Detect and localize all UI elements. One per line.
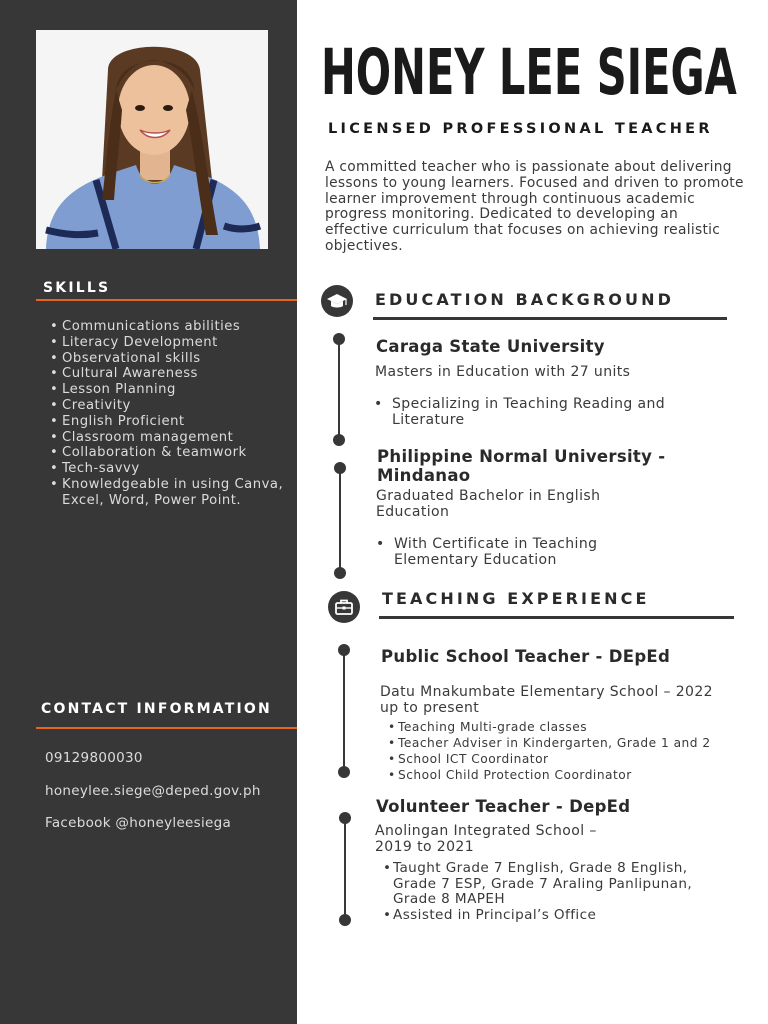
- bullet-dot: •: [50, 413, 59, 429]
- experience-title: Public School Teacher - DEpEd: [381, 647, 671, 666]
- experience-bullet: [388, 735, 748, 751]
- education-heading: EDUCATION BACKGROUND: [375, 290, 674, 309]
- timeline-dot: [339, 812, 351, 824]
- bullet-dot: •: [388, 720, 396, 734]
- experience-bullet: [383, 908, 718, 924]
- skill-item: [48, 319, 288, 335]
- contact-divider: [36, 727, 297, 729]
- contact-heading: CONTACT INFORMATION: [41, 701, 272, 717]
- bullet-dot: •: [50, 382, 59, 398]
- bullet-dot: •: [50, 461, 59, 477]
- bullet-dot: •: [383, 906, 392, 923]
- bullet-dot: •: [50, 445, 59, 461]
- skill-item: [48, 445, 288, 461]
- skill-item-text: Literacy Development: [62, 334, 218, 350]
- contact-facebook[interactable]: Facebook @honeyleesiega: [45, 815, 232, 831]
- experience-bullet-text: Taught Grade 7 English, Grade 8 English, Grade 7 ESP, Grade 7 Araling Panlipunan, Grade 8 MAPEH: [393, 860, 693, 908]
- timeline-line: [339, 468, 341, 572]
- skill-item: [48, 461, 288, 477]
- education-bullets: [376, 536, 656, 568]
- experience-bullet: [388, 767, 748, 783]
- bullet-dot: •: [50, 397, 59, 413]
- skill-item: [48, 335, 288, 351]
- experience-bullet: [388, 719, 748, 735]
- experience-bullet-text: Teacher Adviser in Kindergarten, Grade 1 and 2: [398, 736, 711, 750]
- timeline-dot: [338, 644, 350, 656]
- profile-summary: A committed teacher who is passionate about delivering lessons to young learners. Focused and driven to promote learner improvement through continuous academic progress monitoring. Dedicated to developing an effective curriculum that focuses on achieving realistic objectives.: [325, 159, 744, 254]
- timeline-line: [343, 650, 345, 771]
- bullet-dot: •: [374, 396, 383, 412]
- skill-item-text: Creativity: [62, 397, 131, 413]
- skills-divider: [36, 299, 297, 301]
- skill-item-text: Communications abilities: [62, 319, 241, 334]
- contact-email[interactable]: honeylee.siege@deped.gov.ph: [45, 783, 261, 799]
- bullet-dot: •: [50, 350, 59, 366]
- bullet-dot: •: [50, 334, 59, 350]
- skill-item: [48, 382, 288, 398]
- sidebar: [0, 0, 297, 1024]
- timeline-dot: [334, 567, 346, 579]
- experience-bullet-text: School ICT Coordinator: [398, 752, 549, 766]
- full-name: HONEY LEE SIEGA: [321, 36, 737, 109]
- skill-item: [48, 398, 288, 414]
- timeline-dot: [334, 462, 346, 474]
- experience-bullet: [388, 751, 748, 767]
- education-school: Philippine Normal University - Mindanao: [377, 447, 666, 485]
- timeline-dot: [339, 914, 351, 926]
- experience-divider: [379, 616, 734, 619]
- experience-bullet-text: Assisted in Principal’s Office: [393, 906, 597, 923]
- bullet-dot: •: [50, 319, 59, 334]
- bullet-dot: •: [50, 429, 59, 445]
- timeline-dot: [333, 333, 345, 345]
- timeline-dot: [338, 766, 350, 778]
- experience-bullet: [383, 861, 718, 908]
- skill-item-text: English Proficient: [62, 413, 185, 429]
- skill-item-text: Knowledgeable in using Canva, Excel, Word, Power Point.: [62, 476, 284, 508]
- skills-list: [48, 319, 288, 509]
- skill-item: [48, 366, 288, 382]
- bullet-dot: •: [376, 536, 385, 552]
- education-degree: Masters in Education with 27 units: [375, 364, 631, 380]
- education-bullet-text: With Certificate in Teaching Elementary Education: [394, 536, 598, 568]
- education-divider: [373, 317, 727, 320]
- briefcase-icon: [328, 591, 360, 623]
- education-bullet-text: Specializing in Teaching Reading and Literature: [392, 396, 666, 428]
- experience-place: Anolingan Integrated School – 2019 to 2021: [375, 823, 597, 855]
- education-school: Caraga State University: [376, 337, 605, 356]
- education-degree: Graduated Bachelor in English Education: [376, 488, 601, 520]
- skill-item-text: Tech-savvy: [62, 461, 140, 477]
- experience-place: Datu Mnakumbate Elementary School – 2022 up to present: [380, 684, 713, 716]
- contact-phone: 09129800030: [45, 750, 143, 766]
- experience-bullet-text: Teaching Multi-grade classes: [398, 720, 588, 734]
- skill-item-text: Collaboration & teamwork: [62, 445, 247, 461]
- education-bullets: [374, 396, 674, 428]
- job-title: LICENSED PROFESSIONAL TEACHER: [328, 121, 713, 137]
- experience-bullet-text: School Child Protection Coordinator: [398, 768, 632, 782]
- skills-heading: SKILLS: [43, 280, 111, 296]
- bullet-dot: •: [388, 752, 396, 766]
- experience-bullets: [383, 861, 718, 923]
- experience-title: Volunteer Teacher - DepEd: [376, 797, 631, 816]
- graduation-cap-icon: [321, 285, 353, 317]
- bullet-dot: •: [383, 860, 392, 876]
- bullet-dot: •: [388, 768, 396, 782]
- skill-item: [48, 430, 288, 446]
- skill-item-text: Observational skills: [62, 350, 201, 366]
- timeline-dot: [333, 434, 345, 446]
- experience-heading: TEACHING EXPERIENCE: [382, 589, 650, 608]
- timeline-line: [344, 818, 346, 920]
- profile-photo: [36, 30, 268, 249]
- skill-item-text: Cultural Awareness: [62, 366, 198, 382]
- skill-item-text: Classroom management: [62, 429, 234, 445]
- education-bullet: [376, 536, 656, 568]
- timeline-line: [338, 339, 340, 439]
- education-bullet: [374, 396, 674, 428]
- skill-item: [48, 414, 288, 430]
- bullet-dot: •: [50, 476, 59, 492]
- skill-item: [48, 477, 288, 509]
- bullet-dot: •: [50, 366, 59, 382]
- skill-item: [48, 351, 288, 367]
- experience-bullets: [388, 719, 748, 783]
- bullet-dot: •: [388, 736, 396, 750]
- skill-item-text: Lesson Planning: [62, 382, 176, 398]
